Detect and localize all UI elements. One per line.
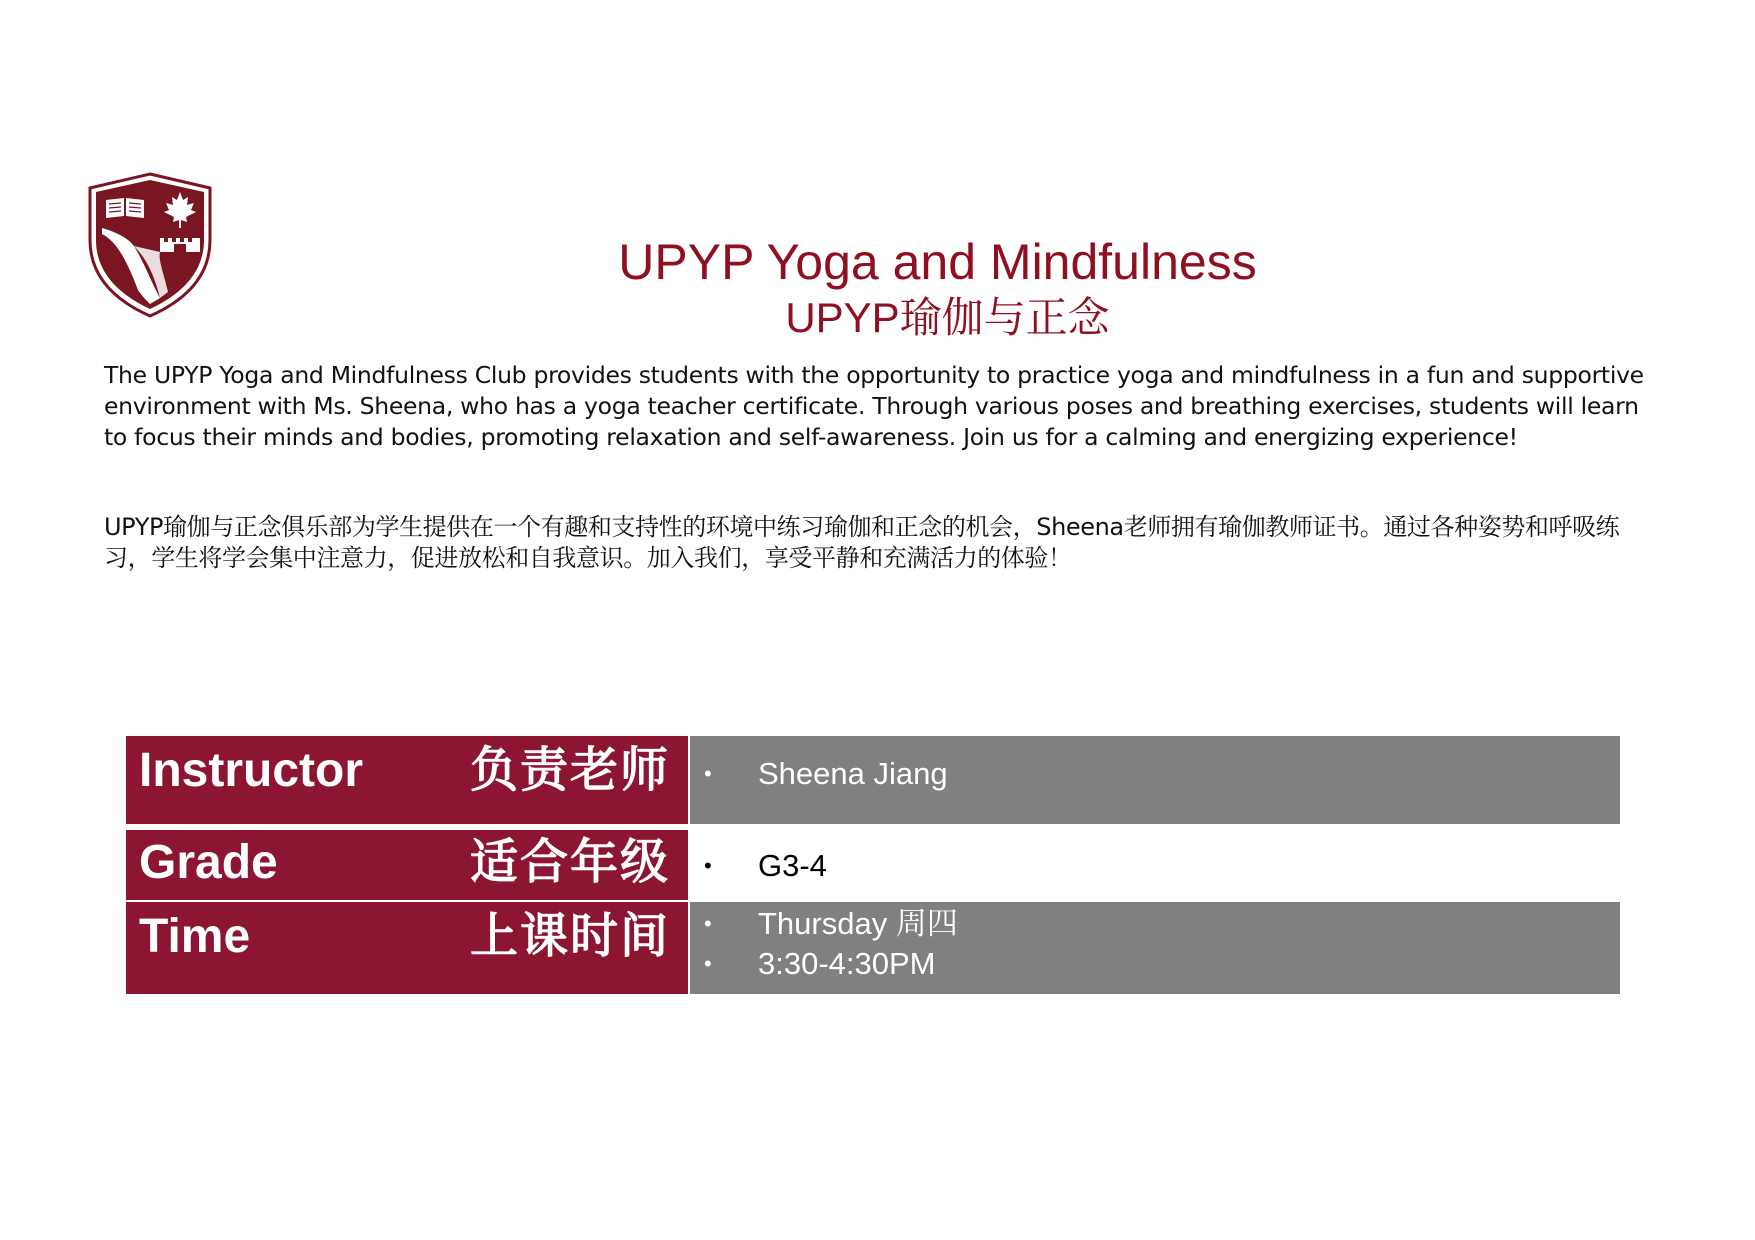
bullet: • [704,853,712,878]
info-value-time [690,902,1620,994]
bullet: • [704,911,712,936]
bullet: • [704,951,712,976]
time-day: Thursday 周四 [758,906,958,941]
grade-value: G3-4 [758,848,827,883]
info-label-grade [126,830,688,900]
time-hours: 3:30-4:30PM [758,946,936,981]
info-row-grade [126,830,1620,900]
list-item [704,944,1620,984]
label-chinese: 负责老师 [469,744,670,797]
list-item [704,754,1620,794]
info-label-time [126,902,688,994]
description-english: The UPYP Yoga and Mindfulness Club provides students with the opportunity to practice yoga and mindfulness in a fun and supportive environment with Ms. Sheena, who has a yoga teacher certificate. Through various poses and breathing exercises, students will learn to focus their minds and bodies, promoting relaxation and self-awareness. Join us for a calming and energizing experience! [104,361,1644,451]
label-english: Time [139,910,251,963]
label-english: Grade [139,836,278,889]
instructor-name: Sheena Jiang [758,756,948,791]
label-chinese: 上课时间 [469,910,670,963]
info-row-instructor [126,736,1620,824]
info-row-time [126,902,1620,994]
list-item [704,846,1620,886]
info-label-instructor [126,736,688,824]
info-value-grade [690,830,1620,900]
page-subtitle-chinese: UPYP瑜伽与正念 [785,294,1110,341]
list-item [704,904,1620,944]
label-english: Instructor [139,744,364,797]
page-title: UPYP Yoga and Mindfulness [618,234,1257,290]
description-chinese: UPYP瑜伽与正念俱乐部为学生提供在一个有趣和支持性的环境中练习瑜伽和正念的机会，Sheena老师拥有瑜伽教师证书。通过各种姿势和呼吸练习，学生将学会集中注意力，促进放松和自我意识。加入我们，享受平静和充满活力的体验！ [104,513,1620,572]
label-chinese: 适合年级 [469,836,670,889]
bullet: • [704,761,712,786]
info-value-instructor [690,736,1620,824]
